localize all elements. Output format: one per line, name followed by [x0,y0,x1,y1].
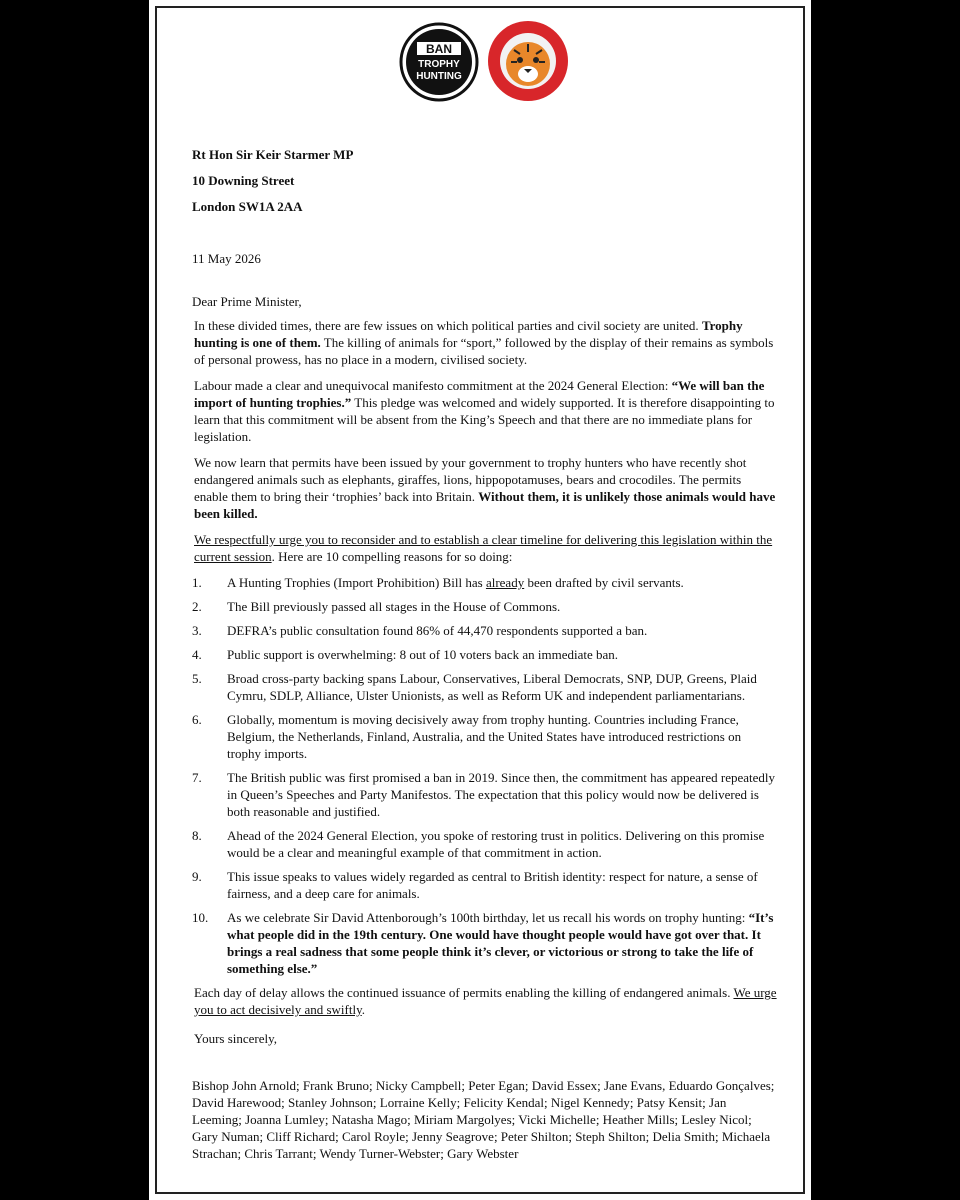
closing-paragraph [192,984,777,1018]
p1-text-c: The killing of animals for “sport,” followed by the display of their remains as symbols of personal prowess, has no place in a modern, civilised society. [194,335,774,367]
closing-underlined: We urge you to act decisively and swiftly [194,985,777,1017]
reason-number: 10. [192,910,209,925]
address-line-3: London SW1A 2AA [192,199,303,214]
reason-text: The Bill previously passed all stages in the House of Commons. [227,599,561,614]
reason-number: 3. [192,623,202,638]
reason-number: 2. [192,599,202,614]
ban-trophy-hunting-logo [399,22,479,102]
reason-number: 8. [192,828,202,843]
paragraph-1 [192,317,777,368]
reason-item [192,909,777,977]
letter-body [192,142,777,1171]
reason-text: Ahead of the 2024 General Election, you spoke of restoring trust in politics. Delivering on this promise would be a clear and meaningful example of that commitment in action. [227,828,765,860]
reason-item [192,598,777,615]
reason-item [192,827,777,861]
reason-text: DEFRA’s public consultation found 86% of 44,470 respondents supported a ban. [227,623,648,638]
p2-text-c: This pledge was welcomed and widely supported. It is therefore disappointing to learn that this commitment will be absent from the King’s Speech and that there are no immediate plans for legislation. [194,395,775,444]
p4-text-b: . Here are 10 compelling reasons for so doing: [271,549,513,564]
reason-item [192,670,777,704]
p3-text-a: We now learn that permits have been issued by your government to trophy hunters who have recently shot endangered animals such as elephants, giraffes, lions, hippopotamuses, bears and crocodiles. The permits enable them to bring their ‘trophies’ back into Britain. [194,455,747,504]
reason-text: A Hunting Trophies (Import Prohibition) Bill has [227,575,486,590]
reason-item [192,574,777,591]
reason-item [192,711,777,762]
reason-number: 6. [192,712,202,727]
paragraph-2 [192,377,777,445]
reasons-list [192,574,777,977]
p4-underlined: We respectfully urge you to reconsider and to establish a clear timeline for delivering this legislation within the current session [194,532,773,564]
p3-bold: Without them, it is unlikely those animals would have been killed. [194,489,776,521]
reason-number: 1. [192,575,202,590]
reason-text: This issue speaks to values widely regarded as central to British identity: respect for nature, a sense of fairness, and a deep care for animals. [227,869,758,901]
p2-bold-quote: “We will ban the import of hunting trophies.” [194,378,765,410]
sign-off: Yours sincerely, [194,1031,278,1046]
letter-page [149,0,811,1200]
logo-trophy-word: TROPHY [418,59,460,70]
paragraph-4 [192,531,777,565]
reason-item [192,646,777,663]
signatories-list: Bishop John Arnold; Frank Bruno; Nicky Campbell; Peter Egan; David Essex; Jane Evans, Eduardo Gonçalves; David Harewood; Stanley Johnson; Lorraine Kelly; Felicity Kendal; Nigel Kennedy; Patsy Kensit; Jan Leeming; Joanna Lumley; Natasha Mago; Miriam Margolyes; Vicki Michelle; Heather Mills; Lesley Nicol; Gary Numan; Cliff Richard; Carol Royle; Jenny Seagrove; Peter Shilton; Steph Shilton; Delia Smith; Michaela Strachan; Chris Tarrant; Wendy Turner-Webster; Gary Webster [192,1078,775,1161]
reason-number: 5. [192,671,202,686]
letter-date: 11 May 2026 [192,251,261,266]
tiger-foundation-logo [487,20,569,102]
reason-text: The British public was first promised a ban in 2019. Since then, the commitment has appeared repeatedly in Queen’s Speeches and Party Manifestos. The expectation that this policy would now be delivered is both reasonable and justified. [227,770,776,819]
attenborough-quote: “It’s what people did in the 19th century. One would have thought people would have got over that. It brings a real sadness that some people think it’s clever, or victorious or strong to take the life of something else.” [227,910,774,976]
reason-text: Globally, momentum is moving decisively away from trophy hunting. Countries including France, Belgium, the Netherlands, Finland, Australia, and the United States have introduced restrictions on trophy imports. [227,712,742,761]
reason-item [192,868,777,902]
reason-number: 7. [192,770,202,785]
reason-item [192,622,777,639]
p1-text-a: In these divided times, there are few issues on which political parties and civil society are united. [194,318,702,333]
reason-number: 4. [192,647,202,662]
logo-hunting-word: HUNTING [416,71,462,82]
p2-text-a: Labour made a clear and unequivocal manifesto commitment at the 2024 General Election: [194,378,672,393]
closing-text: Each day of delay allows the continued issuance of permits enabling the killing of endangered animals. [194,985,734,1000]
reason-text-end: been drafted by civil servants. [524,575,684,590]
reason-text: As we celebrate Sir David Attenborough’s 100th birthday, let us recall his words on trophy hunting: [227,910,749,925]
p1-bold: Trophy hunting is one of them. [194,318,743,350]
closing-end: . [361,1002,366,1017]
paragraph-3 [192,454,777,522]
address-line-1: Rt Hon Sir Keir Starmer MP [192,147,354,162]
reason-item [192,769,777,820]
logo-row [399,20,569,106]
salutation: Dear Prime Minister, [192,294,302,309]
reason-underlined: already [485,575,525,590]
reason-text: Broad cross-party backing spans Labour, Conservatives, Liberal Democrats, SNP, DUP, Greens, Plaid Cymru, SDLP, Alliance, Ulster Unionists, as well as Reform UK and independent parliamentarians. [227,671,757,703]
reason-number: 9. [192,869,202,884]
address-line-2: 10 Downing Street [192,173,295,188]
logo-ban-word: BAN [426,42,452,56]
reason-text: Public support is overwhelming: 8 out of 10 voters back an immediate ban. [227,647,619,662]
